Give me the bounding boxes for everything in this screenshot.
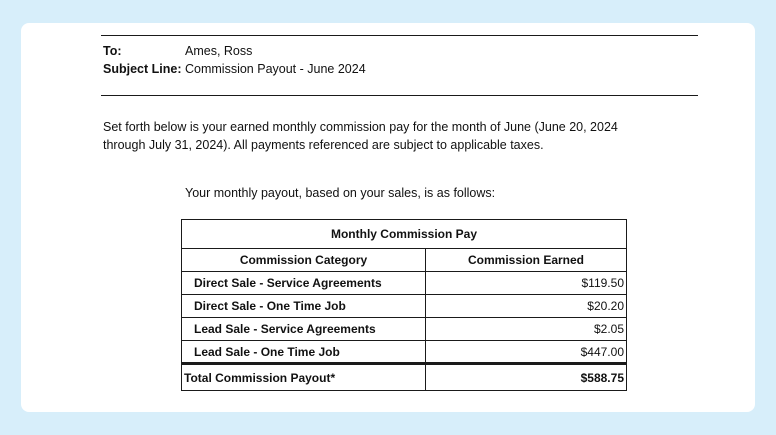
total-label: Total Commission Payout* xyxy=(182,364,426,391)
subject-label: Subject Line: xyxy=(103,62,182,76)
total-row xyxy=(182,364,627,391)
to-label: To: xyxy=(103,44,122,58)
top-divider xyxy=(101,35,698,36)
document-page xyxy=(21,23,755,412)
row-amount: $20.20 xyxy=(426,295,627,318)
table-row xyxy=(182,272,627,295)
body-paragraph: Set forth below is your earned monthly commission pay for the month of June (June 20, 2024 through July 31, 2024). All payments referenced are subject to applicable taxes. xyxy=(103,120,618,152)
memo-subject-line xyxy=(103,61,366,77)
row-amount: $119.50 xyxy=(426,272,627,295)
total-amount: $588.75 xyxy=(426,364,627,391)
commission-table xyxy=(181,219,627,391)
header-divider xyxy=(101,95,698,96)
table-title-row xyxy=(182,220,627,249)
row-category: Lead Sale - One Time Job xyxy=(182,341,426,364)
column-header-earned: Commission Earned xyxy=(426,249,627,272)
row-category: Direct Sale - One Time Job xyxy=(182,295,426,318)
table-row xyxy=(182,341,627,364)
row-amount: $447.00 xyxy=(426,341,627,364)
column-header-category: Commission Category xyxy=(182,249,426,272)
row-category: Direct Sale - Service Agreements xyxy=(182,272,426,295)
to-value: Ames, Ross xyxy=(185,44,253,58)
table-row xyxy=(182,295,627,318)
intro-text: Your monthly payout, based on your sales, is as follows: xyxy=(185,186,496,200)
subject-value: Commission Payout - June 2024 xyxy=(185,62,366,76)
memo-to-line xyxy=(103,43,252,59)
row-category: Lead Sale - Service Agreements xyxy=(182,318,426,341)
table-header-row xyxy=(182,249,627,272)
table-title: Monthly Commission Pay xyxy=(182,220,627,249)
row-amount: $2.05 xyxy=(426,318,627,341)
table-row xyxy=(182,318,627,341)
